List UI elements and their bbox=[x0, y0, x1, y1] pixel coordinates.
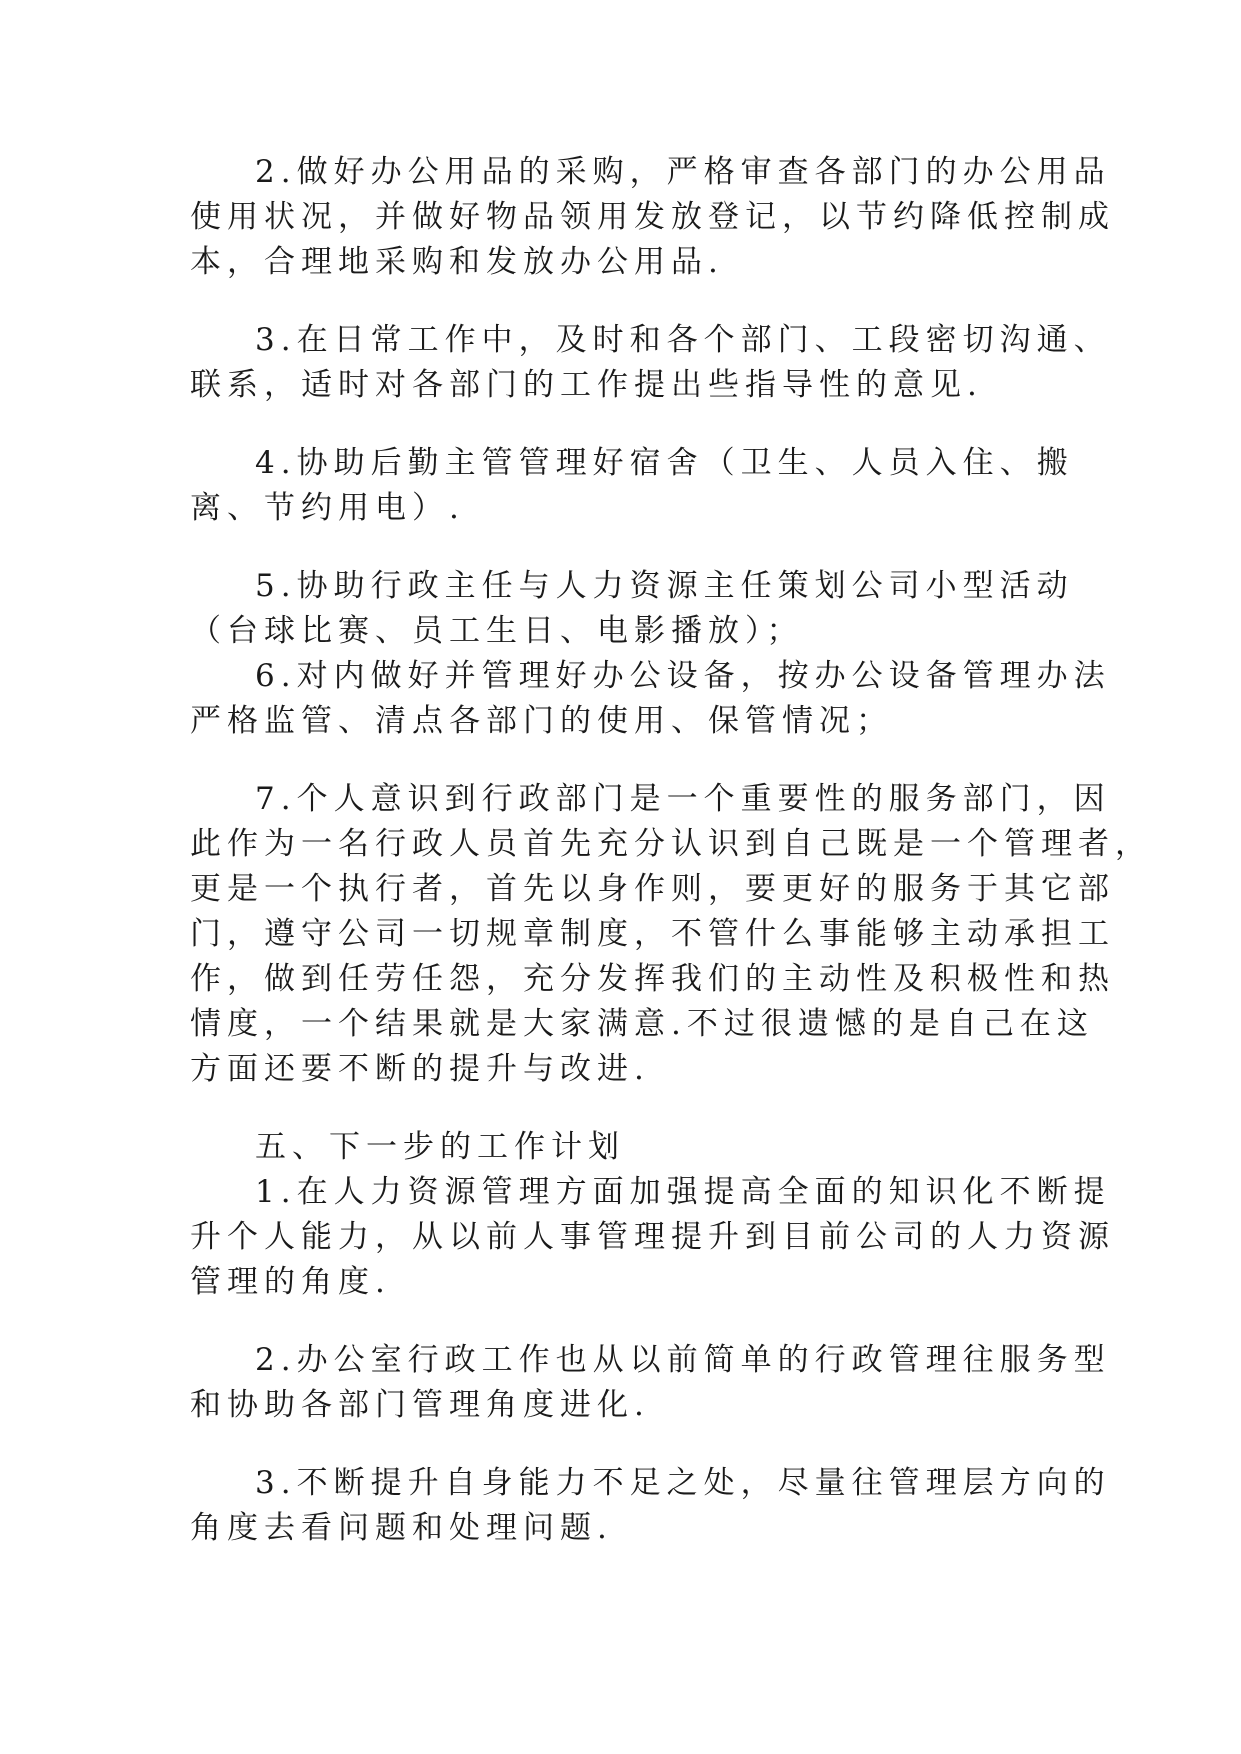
paragraph-line: 5.协助行政主任与人力资源主任策划公司小型活动 bbox=[255, 568, 1074, 604]
paragraph-line: 1.在人力资源管理方面加强提高全面的知识化不断提 bbox=[255, 1174, 1111, 1210]
paragraph-line: 更是一个执行者，首先以身作则，要更好的服务于其它部 bbox=[190, 871, 1115, 907]
paragraph-line: 离、节约用电）. bbox=[190, 490, 465, 526]
paragraph-line: 门，遵守公司一切规章制度，不管什么事能够主动承担工 bbox=[190, 916, 1115, 952]
paragraph-line: 严格监管、清点各部门的使用、保管情况； bbox=[190, 703, 893, 739]
paragraph-line: 作，做到任劳任怨，充分发挥我们的主动性及积极性和热 bbox=[190, 961, 1115, 997]
paragraph-line: 角度去看问题和处理问题. bbox=[190, 1510, 613, 1546]
paragraph-line: 4.协助后勤主管管理好宿舍（卫生、人员入住、搬 bbox=[255, 445, 1074, 481]
paragraph-line: 3.在日常工作中，及时和各个部门、工段密切沟通、 bbox=[255, 322, 1111, 358]
paragraph-line: 联系，适时对各部门的工作提出些指导性的意见. bbox=[190, 367, 983, 403]
paragraph-line: 6.对内做好并管理好办公设备，按办公设备管理办法 bbox=[255, 658, 1111, 694]
paragraph-line: 和协助各部门管理角度进化. bbox=[190, 1387, 650, 1423]
paragraph-line: 此作为一名行政人员首先充分认识到自己既是一个管理者， bbox=[190, 826, 1152, 862]
paragraph-line: 2.办公室行政工作也从以前简单的行政管理往服务型 bbox=[255, 1342, 1111, 1378]
paragraph-line: 2.做好办公用品的采购，严格审查各部门的办公用品 bbox=[255, 154, 1111, 190]
paragraph-line: 3.不断提升自身能力不足之处，尽量往管理层方向的 bbox=[255, 1465, 1111, 1501]
paragraph-line: 7.个人意识到行政部门是一个重要性的服务部门，因 bbox=[255, 781, 1111, 817]
paragraph-line: 情度，一个结果就是大家满意.不过很遗憾的是自己在这 bbox=[190, 1006, 1094, 1042]
paragraph-line: 方面还要不断的提升与改进. bbox=[190, 1051, 650, 1087]
paragraph-line: 本，合理地采购和发放办公用品. bbox=[190, 244, 724, 280]
paragraph-line: 管理的角度. bbox=[190, 1264, 391, 1300]
section-heading: 五、下一步的工作计划 bbox=[255, 1129, 625, 1165]
paragraph-line: 升个人能力，从以前人事管理提升到目前公司的人力资源 bbox=[190, 1219, 1115, 1255]
paragraph-line: （台球比赛、员工生日、电影播放）； bbox=[190, 613, 804, 649]
paragraph-line: 使用状况，并做好物品领用发放登记，以节约降低控制成 bbox=[190, 199, 1115, 235]
